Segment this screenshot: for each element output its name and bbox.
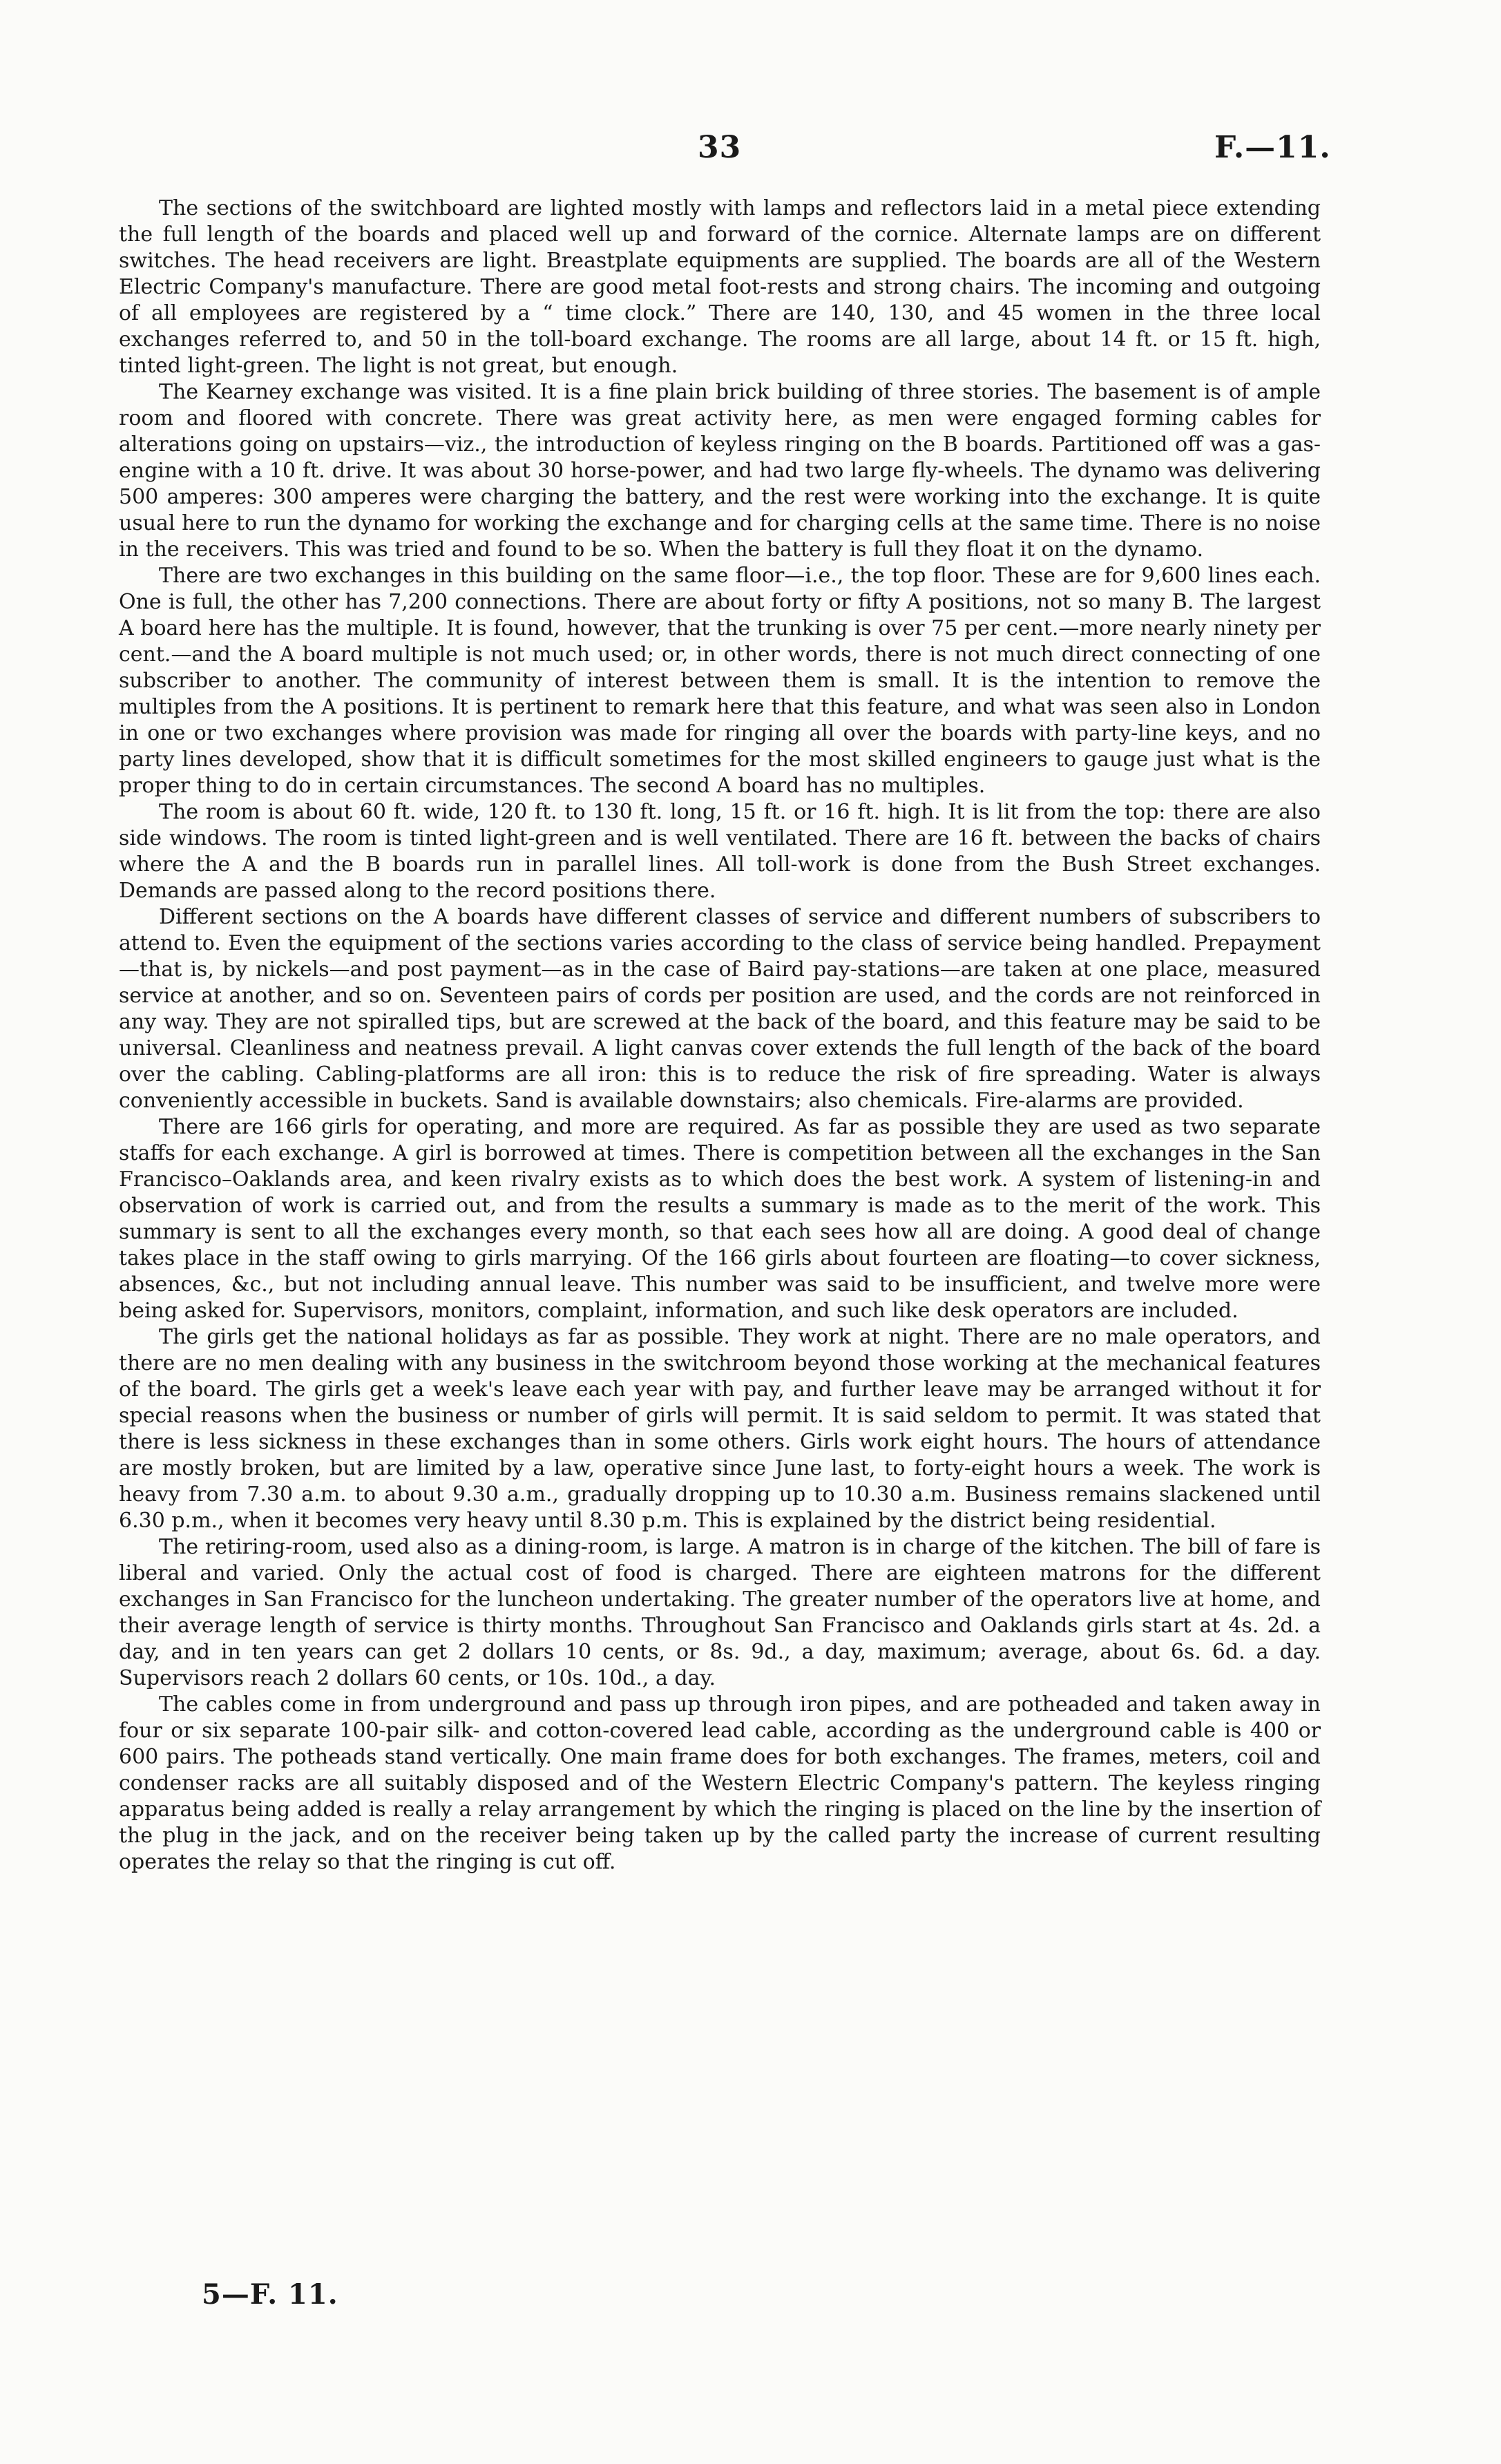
paragraph-two-exchanges: There are two exchanges in this building on the same floor—i.e., the top floor. These are for 9,600 lines each. One is full, the other has 7,200 connections. There are about forty or fifty A positions, not so many B. The largest A board here has the multiple. It is found, however, that the trunking is over 75 per cent.—more nearly ninety per cent.—and the A board multiple is not much used; or, in other words, there is not much direct connecting of one subscriber to another. The community of interest between them is small. It is the intention to remove the multiples from the A positions. It is pertinent to remark here that this feature, and what was seen also in London in one or two exchanges where provision was made for ringing all over the boards with party-line keys, and no party lines developed, show that it is difficult sometimes for the most skilled engineers to gauge just what is the proper thing to do in certain circumstances. The second A board has no multiples. <box>119 564 1321 798</box>
footer-signature: 5—F. 11. <box>202 2278 338 2311</box>
paragraph-kearney-exchange: The Kearney exchange was visited. It is a fine plain brick building of three stories. The basement is of ample room and floored with concrete. There was great activity here, as men were engaged forming cables for alterations going on upstairs—viz., the introduction of keyless ringing on the B boards. Partitioned off was a gas-engine with a 10 ft. drive. It was about 30 horse-power, and had two large fly-wheels. The dynamo was delivering 500 amperes: 300 amperes were charging the battery, and the rest were working into the exchange. It is quite usual here to run the dynamo for working the exchange and for charging cells at the same time. There is no noise in the receivers. This was tried and found to be so. When the battery is full they float it on the dynamo. <box>119 380 1321 562</box>
paragraph-service-classes: Different sections on the A boards have different classes of service and different numbers of subscribers to attend to. Even the equipment of the sections varies according to the class of service being handled. Prepayment—that is, by nickels—and post payment—as in the case of Baird pay-stations—are taken at one place, measured service at another, and so on. Seventeen pairs of cords per position are used, and the cords are not reinforced in any way. They are not spiralled tips, but are screwed at the back of the board, and this feature may be said to be universal. Cleanliness and neatness prevail. A light canvas cover extends the full length of the back of the board over the cabling. Cabling-platforms are all iron: this is to reduce the risk of fire spreading. Water is always conveniently accessible in buckets. Sand is available downstairs; also chemicals. Fire-alarms are provided. <box>119 905 1321 1113</box>
paragraph-lighting: The sections of the switchboard are lighted mostly with lamps and reflectors laid in a metal piece extending the full length of the boards and placed well up and forward of the cornice. Alternate lamps are on different switches. The head receivers are light. Breastplate equipments are supplied. The boards are all of the Western Electric Company's manufacture. There are good metal foot-rests and strong chairs. The incoming and outgoing of all employees are registered by a “ time clock.” There are 140, 130, and 45 women in the three local exchanges referred to, and 50 in the toll-board exchange. The rooms are all large, about 14 ft. or 15 ft. high, tinted light-green. The light is not great, but enough. <box>119 196 1321 378</box>
paragraph-room-dimensions: The room is about 60 ft. wide, 120 ft. to 130 ft. long, 15 ft. or 16 ft. high. It is lit from the top: there are also side windows. The room is tinted light-green and is well ventilated. There are 16 ft. between the backs of chairs where the A and the B boards run in parallel lines. All toll-work is done from the Bush Street exchanges. Demands are passed along to the record positions there. <box>119 800 1321 903</box>
body-text <box>119 195 1321 1875</box>
paragraph-retiring-room: The retiring-room, used also as a dining-room, is large. A matron is in charge of the kitchen. The bill of fare is liberal and varied. Only the actual cost of food is charged. There are eighteen matrons for the different exchanges in San Francisco for the luncheon undertaking. The greater number of the operators live at home, and their average length of service is thirty months. Throughout San Francisco and Oaklands girls start at 4s. 2d. a day, and in ten years can get 2 dollars 10 cents, or 8s. 9d., a day, maximum; average, about 6s. 6d. a day. Supervisors reach 2 dollars 60 cents, or 10s. 10d., a day. <box>119 1535 1321 1690</box>
paragraph-cables: The cables come in from underground and pass up through iron pipes, and are potheaded and taken away in four or six separate 100-pair silk- and cotton-covered lead cable, according as the underground cable is 400 or 600 pairs. The potheads stand vertically. One main frame does for both exchanges. The frames, meters, coil and condenser racks are all suitably disposed and of the Western Electric Company's pattern. The keyless ringing apparatus being added is really a relay arrangement by which the ringing is placed on the line by the insertion of the plug in the jack, and on the receiver being taken up by the called party the increase of current resulting operates the relay so that the ringing is cut off. <box>119 1692 1321 1874</box>
paragraph-operators: There are 166 girls for operating, and more are required. As far as possible they are used as two separate staffs for each exchange. A girl is borrowed at times. There is competition between all the exchanges in the San Francisco–Oaklands area, and keen rivalry exists as to which does the best work. A system of listening-in and observation of work is carried out, and from the results a summary is made as to the merit of the work. This summary is sent to all the exchanges every month, so that each sees how all are doing. A good deal of change takes place in the staff owing to girls marrying. Of the 166 girls about fourteen are floating—to cover sickness, absences, &c., but not including annual leave. This number was said to be insufficient, and twelve more were being asked for. Supervisors, monitors, complaint, information, and such like desk operators are included. <box>119 1115 1321 1323</box>
document-reference: F.—11. <box>1214 130 1331 165</box>
paragraph-holidays-hours: The girls get the national holidays as far as possible. They work at night. There are no male operators, and there are no men dealing with any business in the switchroom beyond those working at the mechanical features of the board. The girls get a week's leave each year with pay, and further leave may be arranged without it for special reasons when the business or number of girls will permit. It is said seldom to permit. It was stated that there is less sickness in these exchanges than in some others. Girls work eight hours. The hours of attendance are mostly broken, but are limited by a law, operative since June last, to forty-eight hours a week. The work is heavy from 7.30 a.m. to about 9.30 a.m., gradually dropping up to 10.30 a.m. Business remains slackened until 6.30 p.m., when it becomes very heavy until 8.30 p.m. This is explained by the district being residential. <box>119 1325 1321 1533</box>
page-header <box>0 130 1501 171</box>
page-number: 33 <box>698 130 742 165</box>
